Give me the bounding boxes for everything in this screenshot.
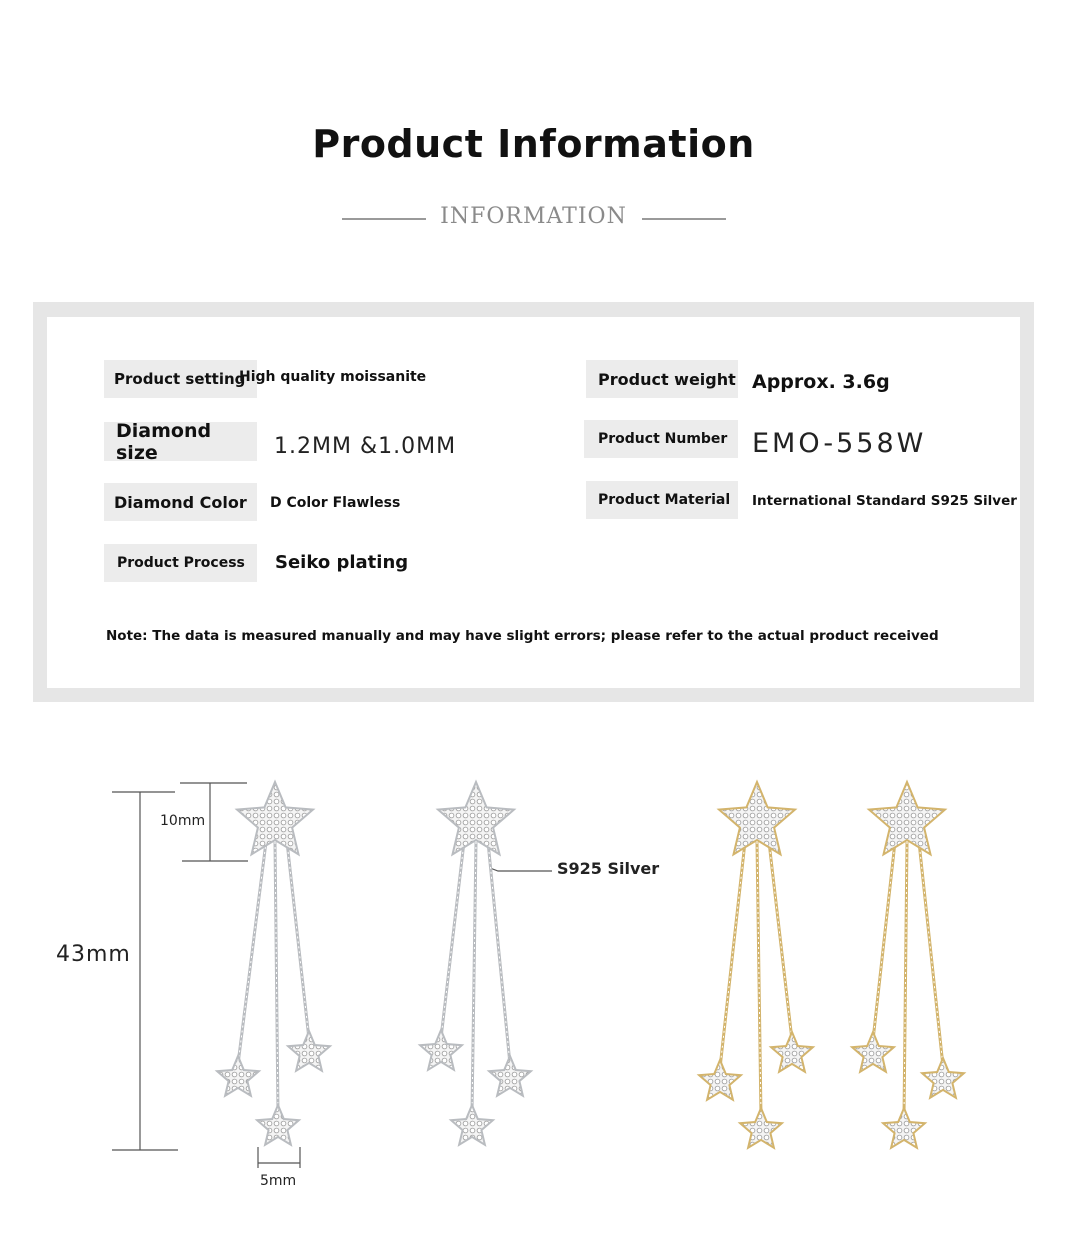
spec-label-setting: Product setting — [104, 360, 257, 398]
subtitle-divider-right — [642, 218, 726, 220]
spec-value-weight: Approx. 3.6g — [752, 371, 890, 393]
spec-value-number: EMO-558W — [752, 428, 927, 459]
drop-star — [740, 1108, 782, 1148]
tassel-chain — [873, 842, 895, 1040]
spec-label-weight: Product weight — [586, 360, 738, 398]
spec-value-material: International Standard S925 Silver — [752, 493, 1017, 509]
tassel-chain — [769, 842, 792, 1040]
spec-panel-inner — [47, 317, 1020, 688]
tassel-chain — [238, 842, 266, 1064]
tassel-chain — [275, 842, 278, 1113]
top-star-stud — [438, 782, 514, 854]
dimension-lines — [112, 783, 552, 1168]
tassel-chain — [472, 842, 476, 1113]
tassel-chain — [472, 842, 476, 1113]
drop-star — [451, 1105, 493, 1145]
drop-star — [489, 1056, 531, 1096]
tassel-chain — [287, 842, 309, 1039]
tassel-chain — [757, 842, 761, 1116]
spec-value-diamond-color: D Color Flawless — [270, 495, 401, 511]
tassel-chain — [769, 842, 792, 1040]
tassel-chain — [757, 842, 761, 1116]
tassel-chain — [904, 842, 907, 1116]
top-dimension-label: 10mm — [160, 813, 206, 829]
page-title: Product Information — [312, 122, 755, 166]
spec-label-material: Product Material — [586, 481, 738, 519]
tassel-chain — [488, 842, 510, 1064]
spec-value-process: Seiko plating — [275, 552, 409, 573]
tassel-chain — [238, 842, 266, 1064]
drop-star — [922, 1058, 964, 1098]
tassel-chain — [919, 842, 943, 1066]
tassel-chain — [275, 842, 278, 1113]
width-dimension-label: 5mm — [260, 1173, 297, 1189]
spec-label-process: Product Process — [104, 544, 257, 582]
subtitle-row — [0, 204, 1067, 234]
drop-star — [771, 1032, 813, 1072]
tassel-chain — [488, 842, 510, 1064]
material-callout-label: S925 Silver — [557, 859, 660, 878]
tassel-chain — [919, 842, 943, 1066]
spec-note: Note: The data is measured manually and may have slight errors; please refer to the actual product received — [106, 628, 939, 644]
height-dimension-label: 43mm — [56, 942, 131, 967]
tassel-chain — [441, 842, 464, 1038]
drop-star — [288, 1031, 330, 1071]
spec-label-diamond-size: Diamond size — [104, 422, 257, 461]
drop-star — [852, 1032, 894, 1072]
spec-label-number: Product Number — [584, 420, 738, 458]
tassel-chain — [287, 842, 309, 1039]
tassel-chain — [720, 842, 745, 1068]
subtitle: INFORMATION — [440, 204, 627, 229]
tassel-chain — [720, 842, 745, 1068]
top-star-stud — [237, 782, 313, 854]
drop-star — [883, 1108, 925, 1148]
spec-panel — [33, 302, 1034, 702]
spec-value-setting: High quality moissanite — [239, 369, 427, 385]
top-star-stud — [719, 782, 795, 854]
spec-label-diamond-color: Diamond Color — [104, 483, 257, 521]
tassel-chain — [904, 842, 907, 1116]
drop-star — [699, 1060, 741, 1100]
drop-star — [257, 1105, 299, 1145]
drop-star — [217, 1056, 259, 1096]
top-star-stud — [869, 782, 945, 854]
tassel-chain — [873, 842, 895, 1040]
drop-star — [420, 1030, 462, 1070]
tassel-chain — [441, 842, 464, 1038]
spec-value-diamond-size: 1.2MM &1.0MM — [274, 434, 457, 459]
